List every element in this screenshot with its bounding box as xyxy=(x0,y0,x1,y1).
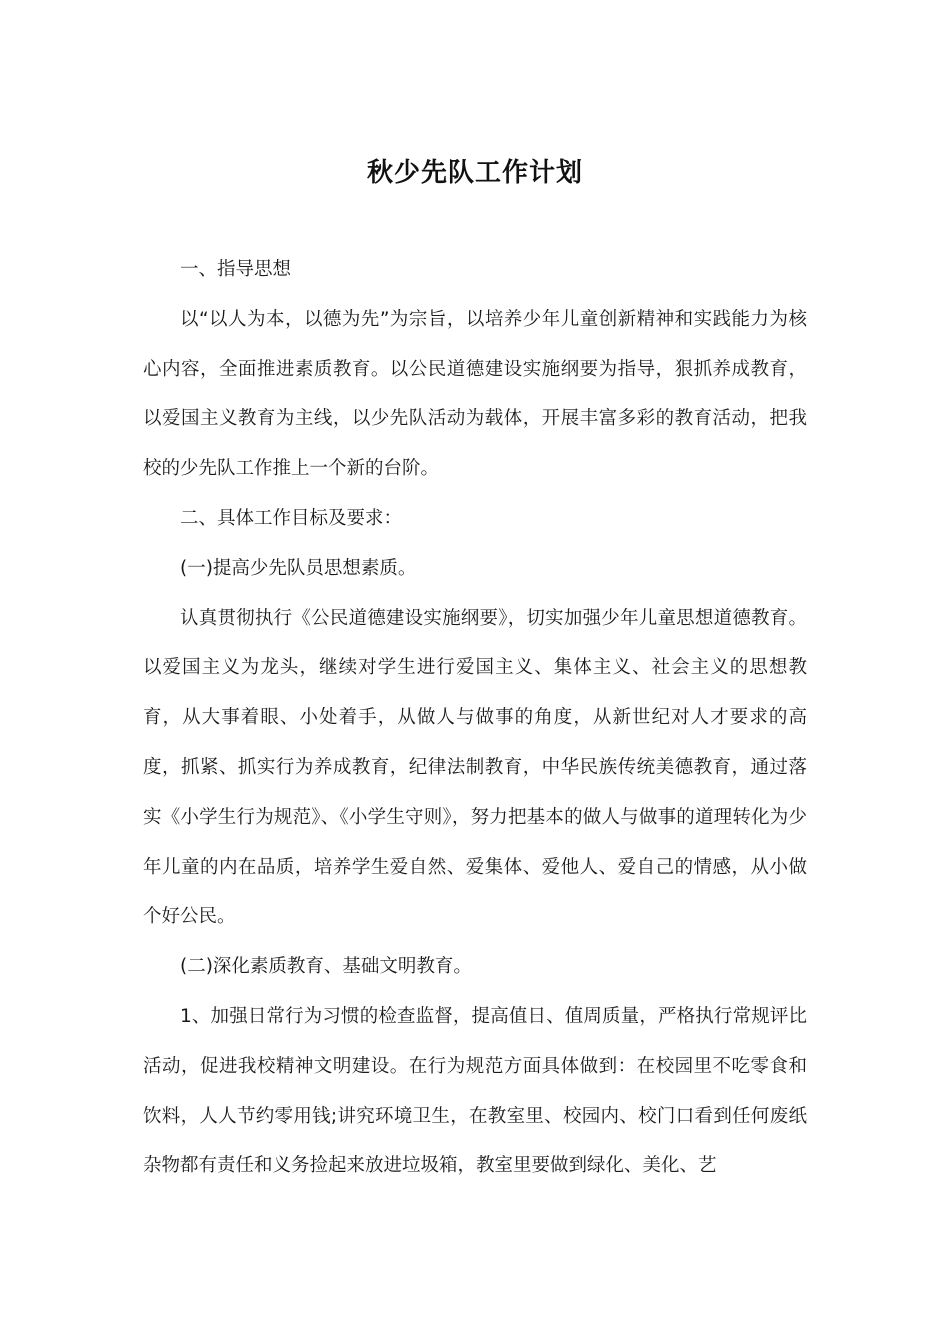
paragraph-ideological-quality: 认真贯彻执行《公民道德建设实施纲要》，切实加强少年儿童思想道德教育。以爱国主义为龙头，继续对学生进行爱国主义、集体主义、社会主义的思想教育，从大事着眼、小处着手，从做人与做事的角度，从新世纪对人才要求的高度，抓紧、抓实行为养成教育，纪律法制教育，中华民族传统美德教育，通过落实《小学生行为规范》、《小学生守则》，努力把基本的做人与做事的道理转化为少年儿童的内在品质，培养学生爱自然、爱集体、爱他人、爱自己的情感，从小做个好公民。 xyxy=(143,607,807,928)
section-heading-guiding-ideology: 一、指导思想 xyxy=(180,259,292,280)
subsection-heading-quality-education: (二)深化素质教育、基础文明教育。 xyxy=(180,956,472,978)
document-body xyxy=(143,245,807,1191)
subsection-heading-ideological-quality: (一)提高少先队员思想素质。 xyxy=(180,557,417,579)
paragraph-guiding-ideology: 以“以人为本，以德为先”为宗旨，以培养少年儿童创新精神和实践能力为核心内容，全面推进素质教育。以公民道德建设实施纲要为指导，狠抓养成教育，以爱国主义教育为主线，以少先队活动为载体，开展丰富多彩的教育活动，把我校的少先队工作推上一个新的台阶。 xyxy=(143,308,807,480)
section-heading-work-goals: 二、具体工作目标及要求： xyxy=(180,507,403,529)
paragraph-daily-behavior: 1、加强日常行为习惯的检查监督，提高值日、值周质量，严格执行常规评比活动，促进我校精神文明建设。在行为规范方面具体做到：在校园里不吃零食和饮料，人人节约零用钱;讲究环境卫生，在教室里、校园内、校门口看到任何废纸杂物都有责任和义务捡起来放进垃圾箱，教室里要做到绿化、美化、艺 xyxy=(143,1005,807,1177)
document-title: 秋少先队工作计划 xyxy=(366,158,583,188)
